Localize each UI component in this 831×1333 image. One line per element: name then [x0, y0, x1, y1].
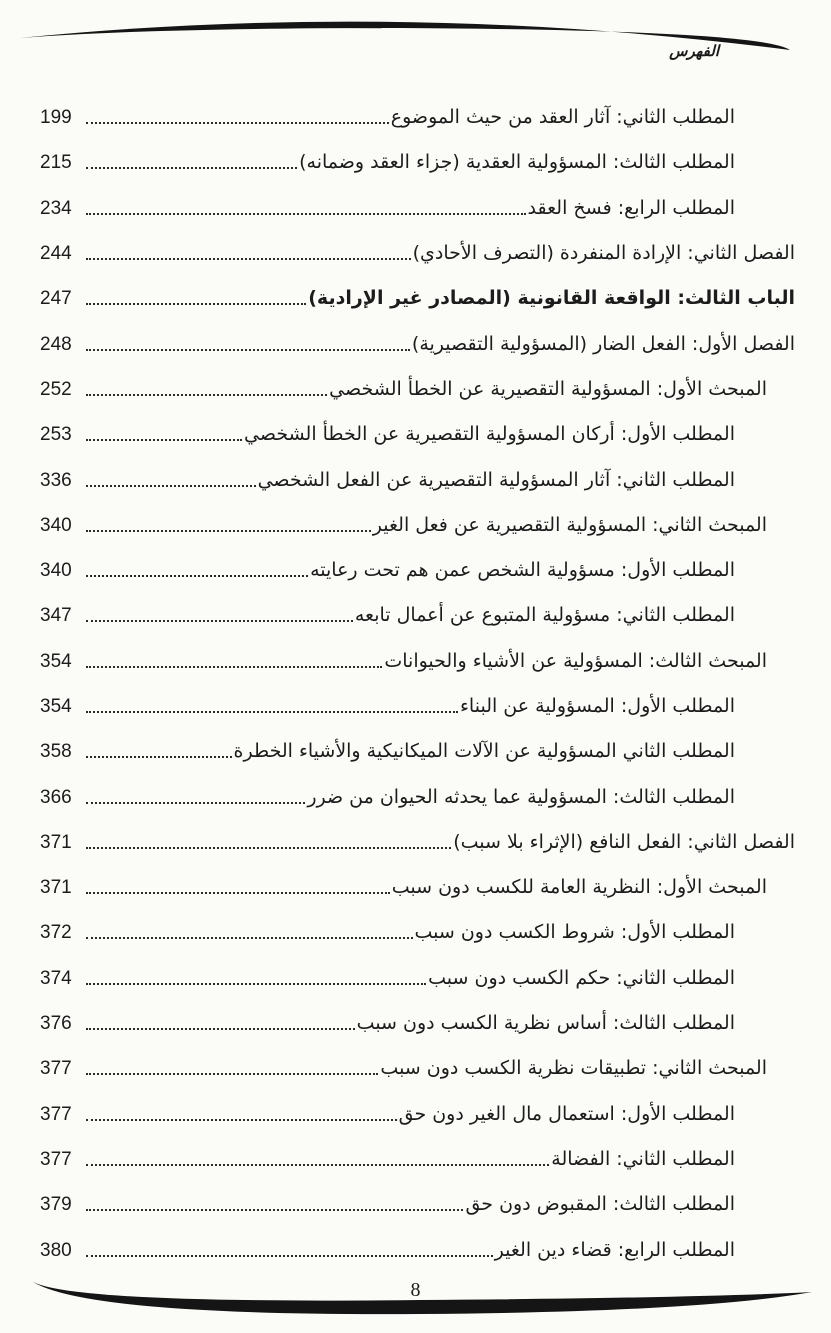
- dot-leader: [86, 755, 232, 758]
- dot-leader: [86, 1027, 355, 1030]
- toc-entry-page: 340: [40, 560, 72, 582]
- toc-entry: [40, 1001, 795, 1046]
- toc-entry-title: الفصل الثاني: الفعل النافع (الإثراء بلا سبب): [453, 830, 795, 853]
- toc-entry-page: 253: [40, 424, 72, 446]
- dot-leader: [86, 619, 353, 622]
- toc-entry-title: المطلب الأول: المسؤولية عن البناء: [460, 695, 735, 717]
- toc-entry-title: المطلب الثاني: آثار المسؤولية التقصيرية عن الفعل الشخصي: [257, 468, 735, 491]
- toc-entry-page: 379: [40, 1194, 72, 1216]
- dot-leader: [86, 393, 327, 396]
- toc-entry: [40, 1046, 795, 1091]
- dot-leader: [86, 166, 297, 169]
- dot-leader: [86, 348, 410, 351]
- toc-entry-title: المطلب الثالث: المقبوض دون حق: [465, 1193, 735, 1216]
- dot-leader: [86, 529, 371, 532]
- toc-entry: [40, 774, 795, 819]
- toc-entry: [40, 140, 795, 185]
- toc-entry-title: الفصل الأول: الفعل الضار (المسؤولية التقصيرية): [411, 332, 795, 355]
- dot-leader: [86, 1072, 378, 1075]
- dot-leader: [86, 212, 526, 215]
- toc-entry-title: المطلب الثاني المسؤولية عن الآلات الميكانيكية والأشياء الخطرة: [233, 740, 735, 763]
- toc-entry-page: 336: [40, 469, 72, 491]
- toc-entry: [40, 1182, 795, 1227]
- toc-entry-page: 377: [40, 1103, 72, 1125]
- dot-leader: [86, 1163, 549, 1166]
- toc-entry: [40, 1092, 795, 1137]
- toc-entry-title: المطلب الثالث: المسؤولية عما يحدثه الحيوان من ضرر: [307, 785, 735, 808]
- toc-entry: [40, 684, 795, 729]
- page-number: 8: [410, 1279, 421, 1301]
- toc-entry-page: 358: [40, 741, 72, 763]
- toc-entry-title: الباب الثالث: الواقعة القانونية (المصادر غير الإرادية): [308, 287, 795, 310]
- toc-entry: [40, 276, 795, 321]
- toc-entry-title: المبحث الثالث: المسؤولية عن الأشياء والحيوانات: [384, 649, 767, 672]
- toc-entry-title: المطلب الثاني: مسؤولية المتبوع عن أعمال تابعه: [354, 604, 735, 627]
- dot-leader: [86, 438, 242, 441]
- toc-entry-title: المبحث الأول: المسؤولية التقصيرية عن الخطأ الشخصي: [329, 377, 767, 400]
- toc-entry-page: 247: [40, 288, 72, 310]
- toc-entry-page: 371: [40, 877, 72, 899]
- toc-entry-page: 376: [40, 1013, 72, 1035]
- toc-entry: [40, 95, 795, 140]
- toc-entry-title: المطلب الأول: أركان المسؤولية التقصيرية عن الخطأ الشخصي: [244, 423, 735, 446]
- toc-entry: [40, 503, 795, 548]
- toc-entry-page: 244: [40, 243, 72, 265]
- toc-entry-title: المطلب الثالث: أساس نظرية الكسب دون سبب: [356, 1012, 735, 1035]
- toc-entry-title: المبحث الأول: النظرية العامة للكسب دون سبب: [391, 876, 767, 899]
- toc-entry: [40, 729, 795, 774]
- toc-entry-page: 347: [40, 605, 72, 627]
- dot-leader: [86, 982, 426, 985]
- dot-leader: [86, 710, 458, 713]
- dot-leader: [86, 1118, 397, 1121]
- toc-entry-title: المبحث الثاني: تطبيقات نظرية الكسب دون سبب: [380, 1057, 767, 1080]
- toc-entry-title: المطلب الثاني: الفضالة: [551, 1147, 735, 1170]
- toc-entry: [40, 865, 795, 910]
- dot-leader: [86, 891, 390, 894]
- toc-entry-page: 372: [40, 922, 72, 944]
- toc-entry: [40, 321, 795, 366]
- toc-entry-title: المطلب الثاني: حكم الكسب دون سبب: [428, 966, 735, 989]
- dot-leader: [86, 1208, 463, 1211]
- toc-entry: [40, 1137, 795, 1182]
- toc-entry-page: 371: [40, 831, 72, 853]
- toc-entry-page: 234: [40, 197, 72, 219]
- dot-leader: [86, 302, 306, 305]
- header-label: الفهرس: [669, 42, 719, 60]
- toc-entry-page: 199: [40, 107, 72, 129]
- toc-entry-title: المطلب الثاني: آثار العقد من حيث الموضوع: [390, 106, 735, 129]
- toc-entry: [40, 910, 795, 955]
- dot-leader: [86, 936, 413, 939]
- toc-entry-page: 215: [40, 152, 72, 174]
- toc-entry: [40, 231, 795, 276]
- toc-entry: [40, 367, 795, 412]
- toc-entry: [40, 457, 795, 502]
- toc-entry-page: 252: [40, 378, 72, 400]
- dot-leader: [86, 484, 256, 487]
- toc-entry-page: 354: [40, 650, 72, 672]
- toc-entry-title: المطلب الأول: استعمال مال الغير دون حق: [398, 1102, 735, 1125]
- toc-entry-page: 366: [40, 786, 72, 808]
- toc-entry-title: المطلب الرابع: فسخ العقد: [527, 196, 735, 219]
- dot-leader: [86, 1254, 493, 1257]
- toc-entry-page: 380: [40, 1239, 72, 1261]
- toc-entry-title: المطلب الأول: شروط الكسب دون سبب: [414, 921, 735, 944]
- toc-entry: [40, 639, 795, 684]
- toc-entry: [40, 820, 795, 865]
- toc-entry-title: المطلب الرابع: قضاء دين الغير: [494, 1238, 735, 1261]
- table-of-contents: [40, 95, 795, 1273]
- toc-entry-page: 354: [40, 696, 72, 717]
- toc-entry: [40, 593, 795, 638]
- toc-entry-page: 340: [40, 514, 72, 536]
- dot-leader: [86, 574, 308, 577]
- toc-entry: [40, 548, 795, 593]
- dot-leader: [86, 846, 451, 849]
- toc-entry-page: 248: [40, 333, 72, 355]
- toc-entry: [40, 186, 795, 231]
- toc-entry-page: 374: [40, 967, 72, 989]
- dot-leader: [86, 801, 305, 804]
- dot-leader: [86, 665, 382, 668]
- toc-entry-page: 377: [40, 1058, 72, 1080]
- toc-entry-title: المبحث الثاني: المسؤولية التقصيرية عن فعل الغير: [372, 513, 767, 536]
- toc-entry: [40, 412, 795, 457]
- dot-leader: [86, 257, 411, 260]
- toc-entry: [40, 956, 795, 1001]
- dot-leader: [86, 121, 389, 124]
- toc-entry-title: المطلب الثالث: المسؤولية العقدية (جزاء العقد وضمانه): [299, 151, 735, 174]
- toc-entry-title: المطلب الأول: مسؤولية الشخص عمن هم تحت رعايته: [310, 559, 735, 582]
- toc-entry-title: الفصل الثاني: الإرادة المنفردة (التصرف الأحادي): [412, 242, 795, 265]
- toc-entry-page: 377: [40, 1148, 72, 1170]
